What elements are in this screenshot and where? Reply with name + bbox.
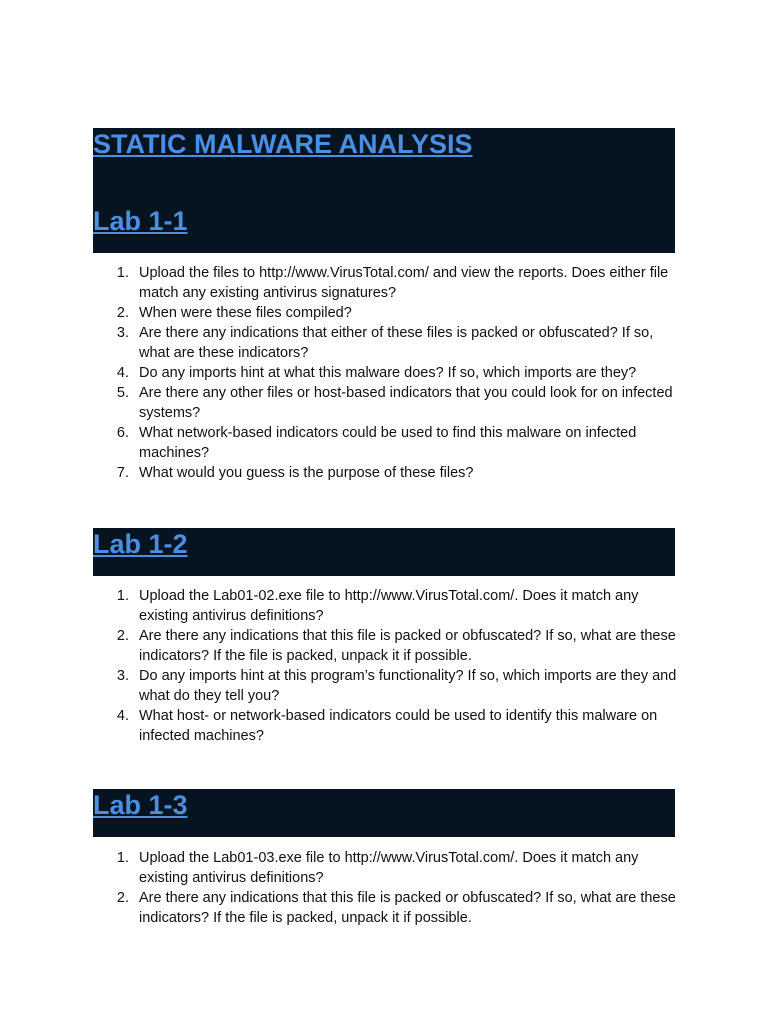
list-item — [93, 666, 683, 706]
question-text: Upload the Lab01-03.exe file to http://www.VirusTotal.com/. Does it match any existing antivirus definitions? — [139, 850, 639, 886]
lab-1-1-question-list — [93, 263, 683, 483]
lab-1-1-heading-link[interactable]: Lab 1-1 — [93, 206, 188, 236]
list-number: 1. — [116, 588, 129, 604]
question-text: What would you guess is the purpose of these files? — [139, 465, 474, 481]
question-text: Do any imports hint at this program’s functionality? If so, which imports are they and what do they tell you? — [139, 668, 677, 704]
header-band-lab-1-3 — [93, 789, 675, 837]
list-number: 1. — [116, 265, 129, 281]
list-number: 2. — [116, 305, 129, 321]
list-item — [93, 323, 683, 363]
list-item — [93, 888, 683, 928]
list-item — [93, 303, 683, 323]
list-item — [93, 463, 683, 483]
lab-1-2-heading-link[interactable]: Lab 1-2 — [93, 529, 188, 559]
list-item — [93, 363, 683, 383]
header-band-lab-1-1 — [93, 128, 675, 253]
list-number: 1. — [116, 850, 129, 866]
question-text: Are there any other files or host-based indicators that you could look for on infected systems? — [139, 385, 673, 421]
question-text: Do any imports hint at what this malware does? If so, which imports are they? — [139, 365, 637, 381]
question-text: Are there any indications that this file is packed or obfuscated? If so, what are these indicators? If the file is packed, unpack it if possible. — [139, 628, 676, 664]
lab-1-2-question-list — [93, 586, 683, 746]
lab-1-3-question-list — [93, 848, 683, 928]
question-text: Upload the files to http://www.VirusTotal.com/ and view the reports. Does either file match any existing antivirus signatures? — [139, 265, 669, 301]
list-item — [93, 383, 683, 423]
list-item — [93, 263, 683, 303]
question-text: When were these files compiled? — [139, 305, 352, 321]
list-item — [93, 423, 683, 463]
question-text: Are there any indications that either of these files is packed or obfuscated? If so, what are these indicators? — [139, 325, 654, 361]
list-number: 4. — [116, 365, 129, 381]
list-number: 7. — [116, 465, 129, 481]
document-title-link[interactable]: STATIC MALWARE ANALYSIS — [93, 129, 473, 159]
question-text: Upload the Lab01-02.exe file to http://www.VirusTotal.com/. Does it match any existing antivirus definitions? — [139, 588, 639, 624]
list-item — [93, 848, 683, 888]
question-text: What network-based indicators could be used to find this malware on infected machines? — [139, 425, 637, 461]
list-number: 4. — [116, 708, 129, 724]
list-number: 3. — [116, 668, 129, 684]
header-band-lab-1-2 — [93, 528, 675, 576]
list-number: 2. — [116, 890, 129, 906]
list-number: 3. — [116, 325, 129, 341]
list-number: 2. — [116, 628, 129, 644]
list-item — [93, 626, 683, 666]
question-text: Are there any indications that this file is packed or obfuscated? If so, what are these indicators? If the file is packed, unpack it if possible. — [139, 890, 676, 926]
list-number: 5. — [116, 385, 129, 401]
list-item — [93, 706, 683, 746]
list-item — [93, 586, 683, 626]
lab-1-3-heading-link[interactable]: Lab 1-3 — [93, 790, 188, 820]
list-number: 6. — [116, 425, 129, 441]
question-text: What host- or network-based indicators could be used to identify this malware on infected machines? — [139, 708, 658, 744]
